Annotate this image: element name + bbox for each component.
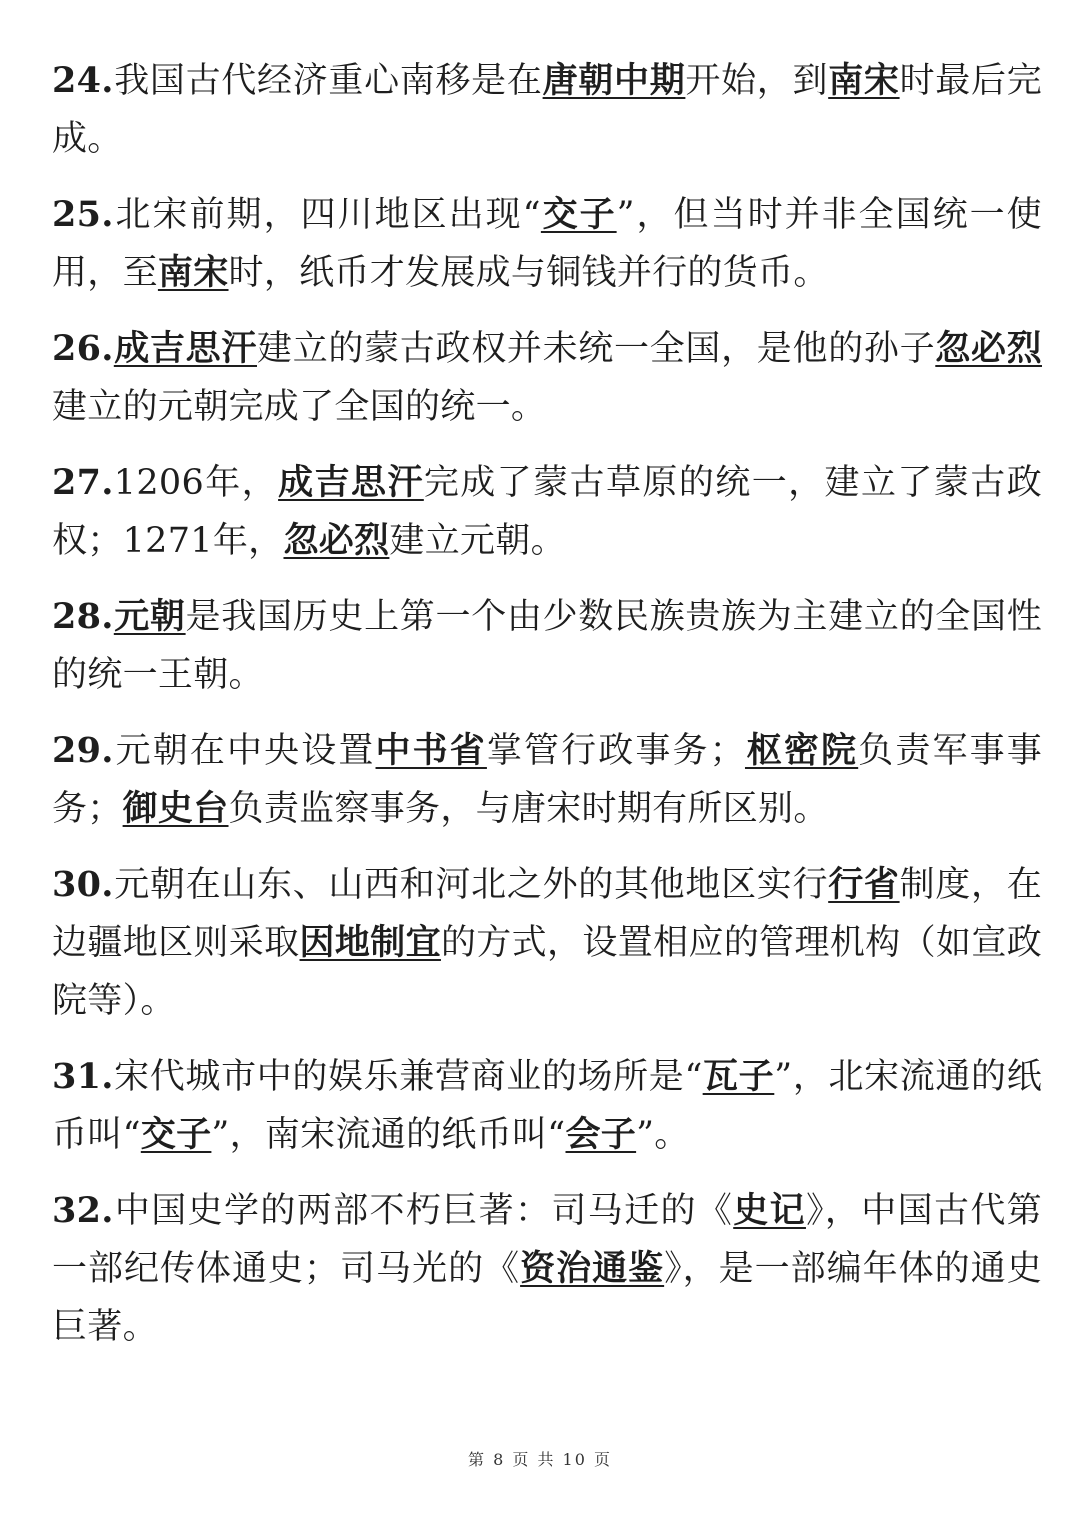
- knowledge-point-27: [52, 454, 1042, 570]
- keyword: 成吉思汗: [113, 328, 257, 369]
- knowledge-point-25: [52, 186, 1042, 302]
- keyword: 成吉思汗: [278, 462, 424, 503]
- keyword: 行省: [828, 864, 900, 905]
- text-segment: ”。: [636, 1115, 690, 1155]
- keyword: 唐朝中期: [542, 60, 686, 101]
- text-segment: ”，南宋流通的纸币叫“: [211, 1115, 566, 1155]
- text-segment: 负责监察事务，与唐宋时期有所区别。: [228, 789, 829, 829]
- keyword: 史记: [733, 1190, 806, 1231]
- item-number: 30.: [52, 864, 114, 905]
- keyword: 中书省: [375, 730, 487, 771]
- knowledge-point-26: [52, 320, 1042, 436]
- text-segment: 宋代城市中的娱乐兼营商业的场所是“: [113, 1057, 703, 1097]
- knowledge-point-28: [52, 588, 1042, 704]
- item-number: 26.: [52, 328, 114, 369]
- keyword: 御史台: [122, 788, 229, 829]
- keyword: 因地制宜: [299, 922, 441, 963]
- text-segment: 建立元朝。: [389, 521, 566, 561]
- text-segment: 完成了蒙古草原的统一，建立了蒙古政权；1271年，: [52, 463, 1043, 561]
- text-segment: 时最后完成。: [52, 61, 1042, 159]
- item-number: 31.: [52, 1056, 114, 1097]
- keyword: 资治通鉴: [520, 1248, 665, 1289]
- keyword: 交子: [140, 1114, 212, 1155]
- keyword: 会子: [565, 1114, 637, 1155]
- keyword: 元朝: [113, 596, 186, 637]
- knowledge-point-30: [52, 856, 1042, 1030]
- item-number: 32.: [52, 1190, 114, 1231]
- text-segment: 元朝在中央设置: [113, 731, 376, 771]
- text-segment: 掌管行政事务；: [486, 731, 745, 771]
- page-footer: 第 8 页 共 10 页: [468, 1450, 612, 1469]
- text-segment: 》，是一部编年体的通史巨著。: [52, 1249, 1042, 1347]
- item-number: 24.: [52, 60, 114, 101]
- text-segment: 元朝在山东、山西和河北之外的其他地区实行: [113, 865, 829, 905]
- text-segment: 开始，到: [685, 61, 829, 101]
- knowledge-point-32: [52, 1182, 1042, 1356]
- knowledge-point-list: [52, 52, 1042, 1374]
- text-segment: 》，中国古代第一部纪传体通史；司马光的《: [52, 1191, 1042, 1289]
- keyword: 忽必烈: [935, 328, 1042, 369]
- text-segment: 建立的蒙古政权并未统一全国，是他的孙子: [257, 329, 936, 369]
- text-segment: 1206年，: [113, 463, 279, 503]
- text-segment: 负责军事事务；: [52, 731, 1042, 829]
- item-number: 25.: [52, 194, 114, 235]
- text-segment: 制度，在边疆地区则采取: [52, 865, 1042, 963]
- item-number: 29.: [52, 730, 114, 771]
- text-segment: ”，但当时并非全国统一使用，至: [52, 195, 1042, 293]
- text-segment: 建立的元朝完成了全国的统一。: [52, 387, 547, 427]
- text-segment: 北宋前期，四川地区出现“: [113, 195, 541, 235]
- text-segment: 是我国历史上第一个由少数民族贵族为主建立的全国性的统一王朝。: [52, 597, 1043, 695]
- item-number: 27.: [52, 462, 114, 503]
- text-segment: 时，纸币才发展成与铜钱并行的货币。: [228, 253, 829, 293]
- text-segment: 中国史学的两部不朽巨著：司马迁的《: [113, 1191, 734, 1231]
- keyword: 交子: [540, 194, 617, 235]
- keyword: 南宋: [828, 60, 900, 101]
- keyword: 枢密院: [744, 730, 859, 771]
- knowledge-point-24: [52, 52, 1042, 168]
- knowledge-point-29: [52, 722, 1042, 838]
- text-segment: 我国古代经济重心南移是在: [113, 61, 543, 101]
- knowledge-point-31: [52, 1048, 1042, 1164]
- keyword: 忽必烈: [283, 520, 390, 561]
- item-number: 28.: [52, 596, 114, 637]
- text-segment: ”，北宋流通的纸币叫“: [52, 1057, 1043, 1155]
- keyword: 南宋: [157, 252, 229, 293]
- text-segment: 的方式，设置相应的管理机构（如宣政院等）。: [52, 923, 1042, 1021]
- keyword: 瓦子: [702, 1056, 775, 1097]
